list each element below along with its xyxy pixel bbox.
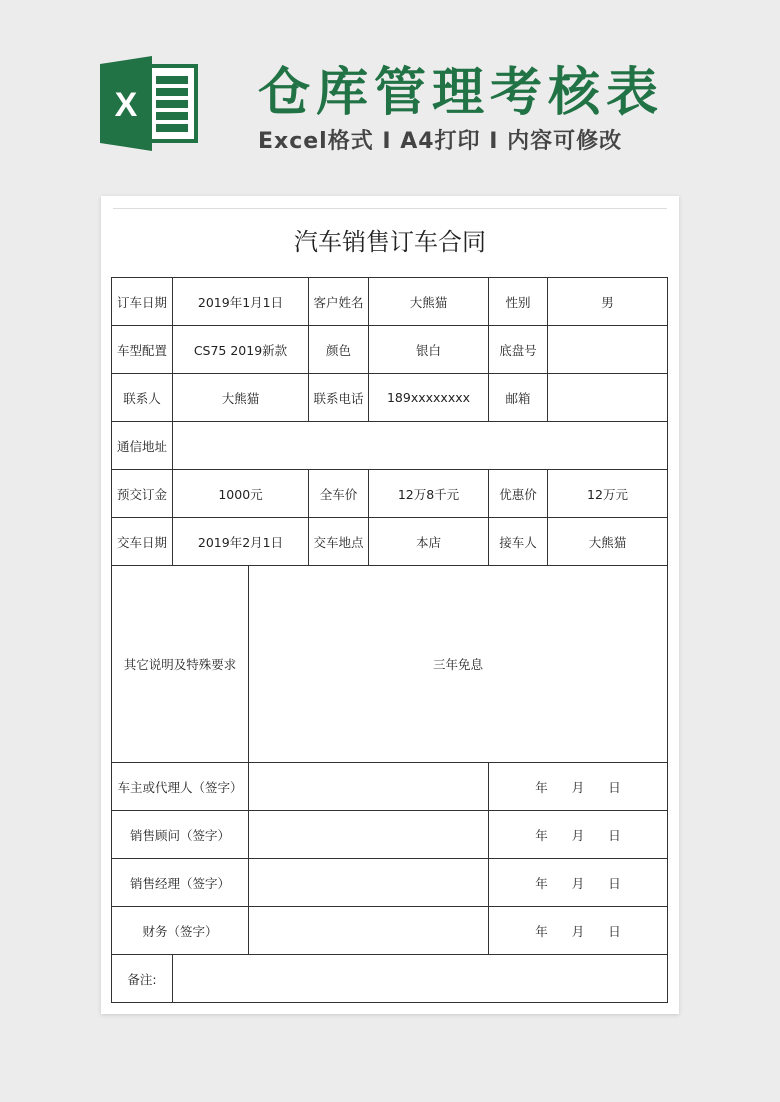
date-part: 月 <box>571 875 585 891</box>
field-label: 全车价 <box>309 470 369 518</box>
signature-row <box>112 859 668 907</box>
field-value[interactable]: 12万元 <box>548 470 668 518</box>
field-value[interactable]: 189xxxxxxxx <box>369 374 489 422</box>
field-label: 颜色 <box>309 326 369 374</box>
signature-row <box>112 811 668 859</box>
field-value[interactable]: 2019年2月1日 <box>173 518 309 566</box>
remarks-label: 其它说明及特殊要求 <box>112 566 249 763</box>
field-value[interactable]: 2019年1月1日 <box>173 278 309 326</box>
field-value[interactable]: 1000元 <box>173 470 309 518</box>
signature-field[interactable] <box>249 763 489 811</box>
signature-label: 销售经理（签字） <box>112 859 249 907</box>
signature-label[interactable]: 销售顾问（签字） <box>112 811 249 859</box>
signature-field[interactable] <box>249 859 489 907</box>
table-row <box>112 518 668 566</box>
table-row <box>112 470 668 518</box>
date-part: 日 <box>608 779 621 795</box>
field-value[interactable]: CS75 2019新款 <box>173 326 309 374</box>
field-value[interactable]: 大熊猫 <box>173 374 309 422</box>
field-label: 优惠价 <box>489 470 548 518</box>
date-part: 日 <box>608 875 621 891</box>
date-part: 年 <box>535 923 548 939</box>
signature-row <box>112 907 668 955</box>
field-value[interactable] <box>548 374 668 422</box>
signature-row <box>112 763 668 811</box>
date-part: 月 <box>571 779 585 795</box>
banner-title: 仓库管理考核表 <box>258 63 665 123</box>
field-label: 邮箱 <box>489 374 548 422</box>
document-title: 汽车销售订车合同 <box>294 228 486 256</box>
date-part: 月 <box>571 923 585 939</box>
date-part: 年 <box>535 779 548 795</box>
table-row <box>112 326 668 374</box>
field-value[interactable]: 大熊猫 <box>369 278 489 326</box>
field-value[interactable]: 本店 <box>369 518 489 566</box>
field-label: 预交订金 <box>112 470 173 518</box>
address-value[interactable] <box>173 422 668 470</box>
signature-date[interactable] <box>489 907 668 955</box>
divider <box>113 208 667 209</box>
date-part: 日 <box>608 923 621 939</box>
date-part: 月 <box>571 827 585 843</box>
notes-label: 备注: <box>112 955 173 1003</box>
field-label: 接车人 <box>489 518 548 566</box>
signature-field[interactable] <box>249 811 489 859</box>
contract-table <box>111 277 668 1003</box>
remarks-value[interactable]: 三年免息 <box>249 566 668 763</box>
notes-row <box>112 955 668 1003</box>
date-part: 日 <box>608 827 621 843</box>
table-row <box>112 374 668 422</box>
table-row <box>112 278 668 326</box>
field-value[interactable]: 12万8千元 <box>369 470 489 518</box>
signature-date[interactable] <box>489 811 668 859</box>
signature-field[interactable] <box>249 907 489 955</box>
signature-label: 车主或代理人（签字） <box>112 763 249 811</box>
signature-date[interactable] <box>489 763 668 811</box>
field-label: 联系电话 <box>309 374 369 422</box>
field-label: 交车地点 <box>309 518 369 566</box>
banner-subtitle: Excel格式 I A4打印 I 内容可修改 <box>258 129 623 154</box>
field-label: 联系人 <box>112 374 173 422</box>
field-value[interactable]: 男 <box>548 278 668 326</box>
field-value[interactable]: 银白 <box>369 326 489 374</box>
signature-date[interactable] <box>489 859 668 907</box>
svg-text:X: X <box>114 86 138 124</box>
address-label: 通信地址 <box>112 422 173 470</box>
field-label: 底盘号 <box>489 326 548 374</box>
field-label: 交车日期 <box>112 518 173 566</box>
excel-logo-icon <box>100 56 200 151</box>
field-label: 客户姓名 <box>309 278 369 326</box>
signature-label[interactable]: 财务（签字） <box>112 907 249 955</box>
field-value[interactable]: 大熊猫 <box>548 518 668 566</box>
notes-value[interactable] <box>173 955 668 1003</box>
date-part: 年 <box>535 827 548 843</box>
field-value[interactable] <box>548 326 668 374</box>
address-row <box>112 422 668 470</box>
remarks-row <box>112 566 668 763</box>
field-label: 性别 <box>489 278 548 326</box>
field-label: 车型配置 <box>112 326 173 374</box>
field-label: 订车日期 <box>112 278 173 326</box>
date-part: 年 <box>535 875 548 891</box>
document-page <box>101 196 679 1014</box>
